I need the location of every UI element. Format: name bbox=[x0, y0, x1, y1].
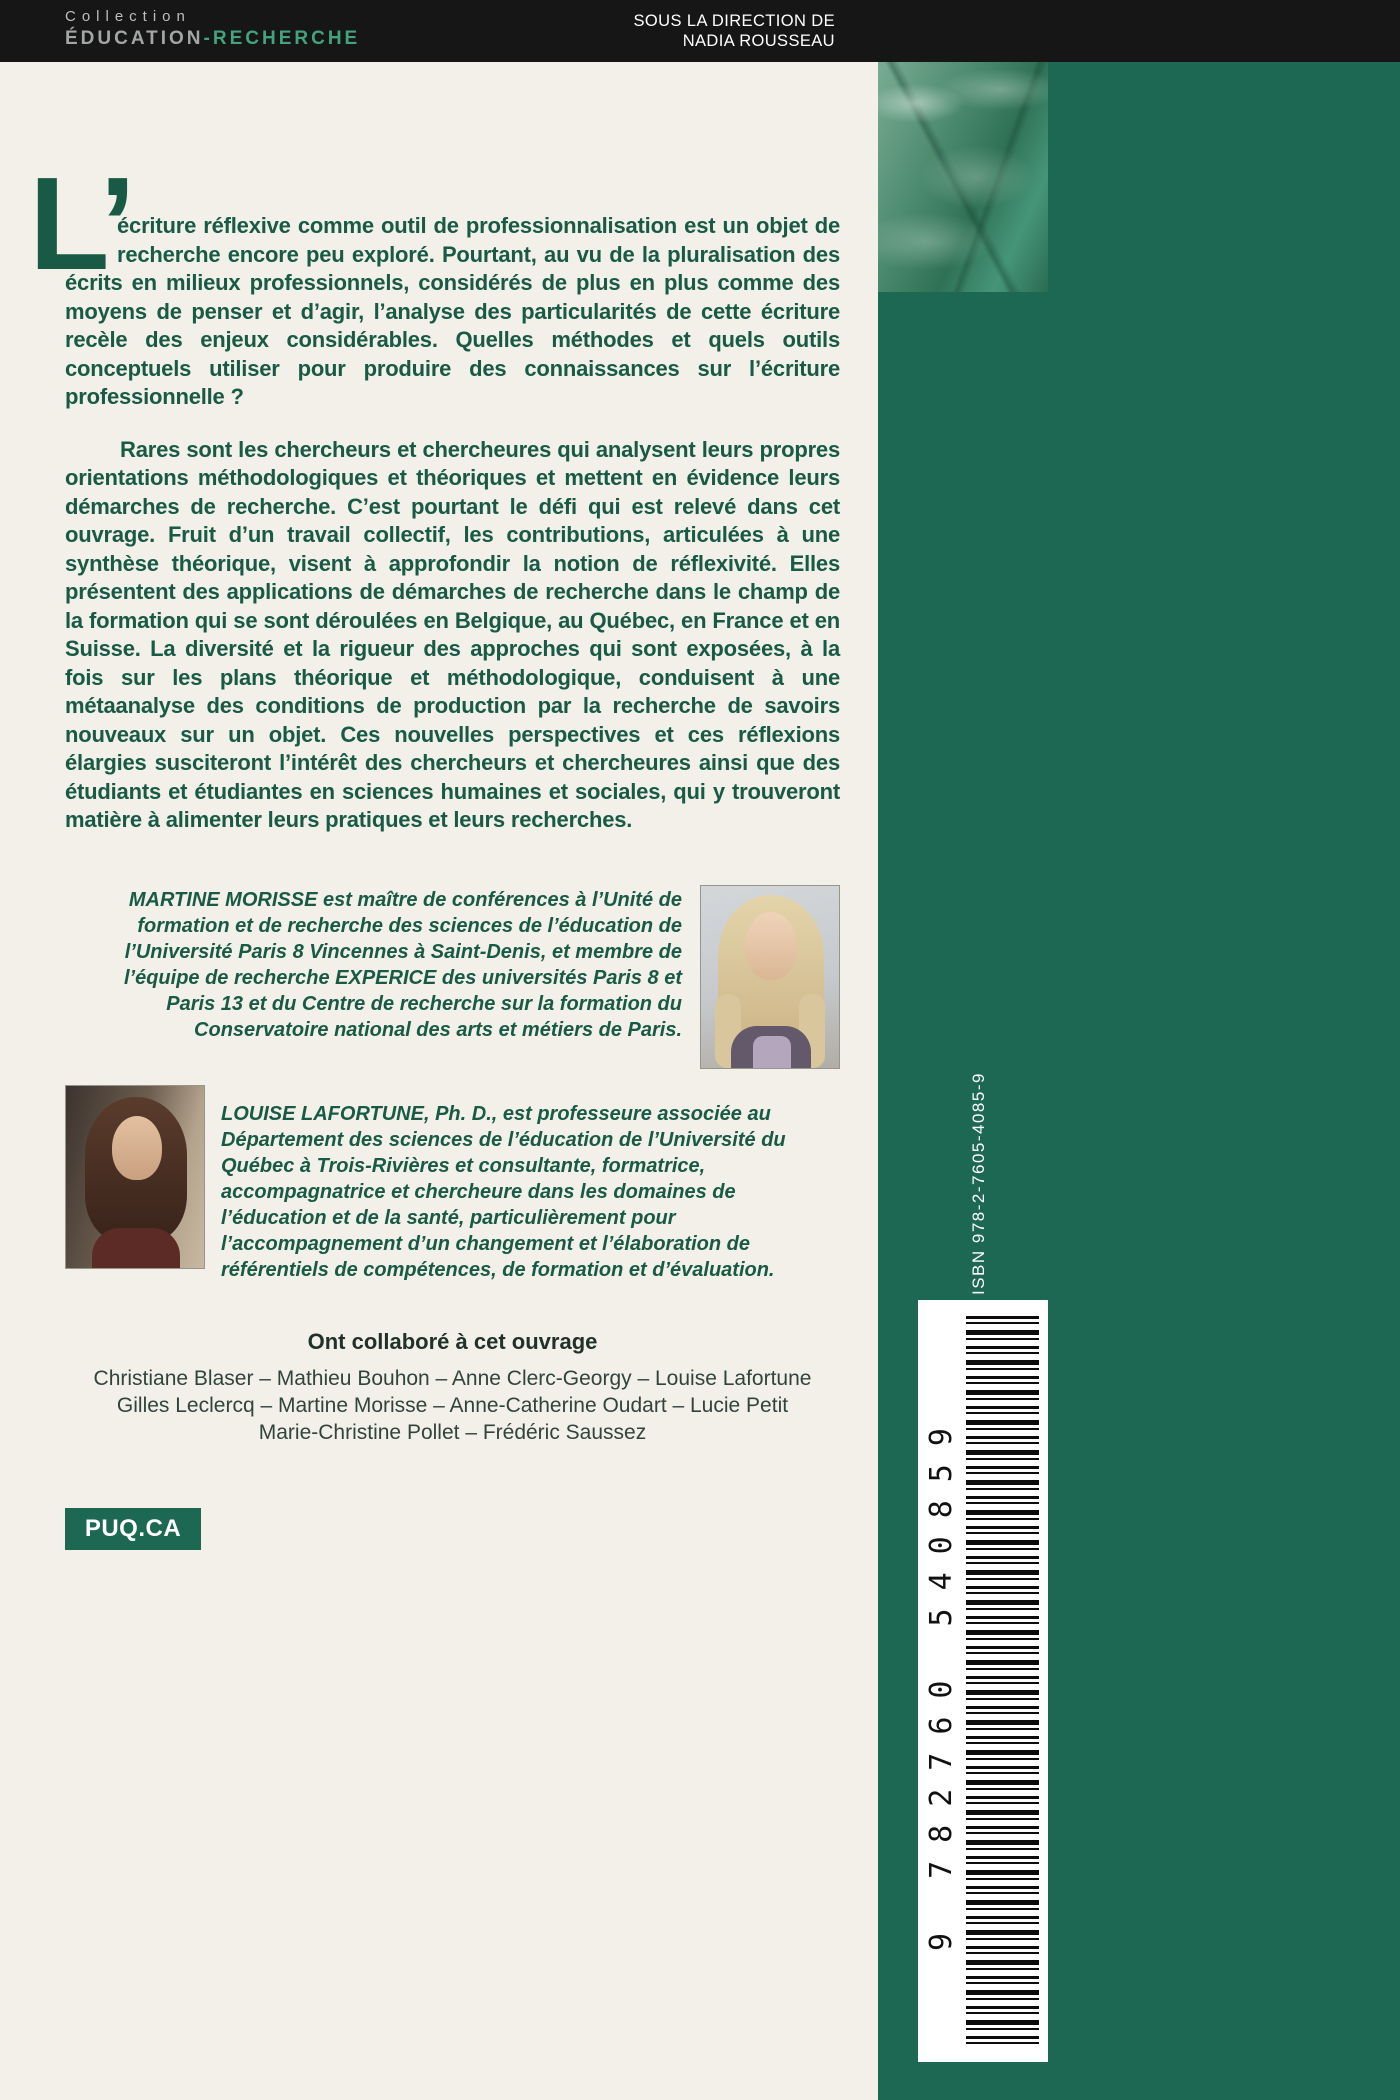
author-bio-louise-lafortune bbox=[65, 1085, 840, 1283]
contributors-line: Gilles Leclercq – Martine Morisse – Anne-Catherine Oudart – Lucie Petit bbox=[116, 1393, 789, 1417]
collection-block bbox=[65, 8, 360, 50]
barcode-number: 9 782760 540859 bbox=[924, 1410, 959, 1952]
author-bio-martine-morisse bbox=[65, 885, 840, 1069]
contributors-heading: Ont collaboré à cet ouvrage bbox=[307, 1328, 598, 1354]
header-bar bbox=[0, 0, 1400, 62]
editor-credit-line1: SOUS LA DIRECTION DE bbox=[633, 12, 835, 30]
author-photo-martine-morisse bbox=[700, 885, 840, 1069]
collection-name bbox=[65, 28, 360, 50]
dropcap-letter: L’ bbox=[29, 150, 134, 297]
synopsis-paragraph-1 bbox=[29, 150, 840, 412]
contributors-line: Marie-Christine Pollet – Frédéric Saussez bbox=[258, 1420, 647, 1444]
editor-credit bbox=[634, 11, 835, 51]
synopsis-paragraph-2: Rares sont les chercheurs et chercheures qui analysent leurs propres orientations méthodologiques et théoriques et mettent en évidence leurs démarches de recherche. C’est pourtant le défi qui est relevé dans cet ouvrage. Fruit d’un travail collectif, les contributions, articulées à une synthèse théorique, visent à approfondir la notion de réflexivité. Elles présentent des applications de démarches de recherche dans le champ de la formation qui se sont déroulées en Belgique, au Québec, en France et en Suisse. La diversité et la rigueur des approches qui sont exposées, à la fois sur les plans théorique et méthodologique, conduisent à une métaanalyse des conditions de production par la recherche de savoirs nouveaux sur un objet. Ces nouvelles perspectives et ces réflexions élargies susciteront l’intérêt des chercheurs et chercheures ainsi que des étudiants et étudiantes en sciences humaines et sociales, qui y trouveront matière à alimenter leurs pratiques et leurs recherches. bbox=[65, 436, 840, 832]
collection-label: Collection bbox=[65, 8, 191, 25]
barcode-bars-icon bbox=[966, 1316, 1039, 2046]
contributors-line: Christiane Blaser – Mathieu Bouhon – Anne Clerc-Georgy – Louise Lafortune bbox=[93, 1366, 812, 1390]
collection-name-education: ÉDUCATION bbox=[65, 28, 204, 49]
isbn-label: ISBN 978-2-7605-4085-9 bbox=[969, 1072, 988, 1295]
synopsis-paragraph-1-text: écriture réflexive comme outil de professionnalisation est un objet de recherche encore peu exploré. Pourtant, au vu de la pluralisation des écrits en milieux professionnels, considérés de plus en plus comme des moyens de penser et d’agir, l’analyse des particularités de cette écriture recèle des enjeux considérables. Quelles méthodes et quels outils conceptuels utiliser pour produire des connaissances sur l’écriture professionnelle ? bbox=[65, 213, 840, 409]
portrait-scarf bbox=[753, 1036, 791, 1068]
dropcap-box bbox=[29, 150, 134, 297]
leaf-texture-image bbox=[878, 62, 1048, 292]
back-cover-content bbox=[29, 62, 840, 1550]
editor-credit-line2: NADIA ROUSSEAU bbox=[682, 32, 835, 50]
author-bio-text-louise-lafortune: LOUISE LAFORTUNE, Ph. D., est professeure associée au Département des sciences de l’éducation de l’Université du Québec à Trois-Rivières et consultante, formatrice, accompagnatrice et chercheure dans les domaines de l’éducation et de la santé, particulièrement pour l’accompagnement d’un changement et l’élaboration de référentiels de compétences, de formation et d’évaluation. bbox=[221, 1102, 786, 1281]
collection-name-recherche: -RECHERCHE bbox=[203, 28, 361, 49]
barcode bbox=[918, 1300, 1048, 2062]
portrait-face bbox=[745, 912, 797, 980]
contributors-list bbox=[65, 1365, 840, 1446]
portrait-torso bbox=[92, 1228, 180, 1268]
publisher-logo: PUQ.CA bbox=[65, 1508, 201, 1550]
author-bio-text-martine-morisse: MARTINE MORISSE est maître de conférences à l’Unité de formation et de recherche des sciences de l’éducation de l’Université Paris 8 Vincennes à Saint-Denis, et membre de l’équipe de recherche EXPERICE des universités Paris 8 et Paris 13 et du Centre de recherche sur la formation du Conservatoire national des arts et métiers de Paris. bbox=[123, 888, 682, 1041]
portrait-face bbox=[112, 1116, 162, 1180]
author-photo-louise-lafortune bbox=[65, 1085, 205, 1269]
